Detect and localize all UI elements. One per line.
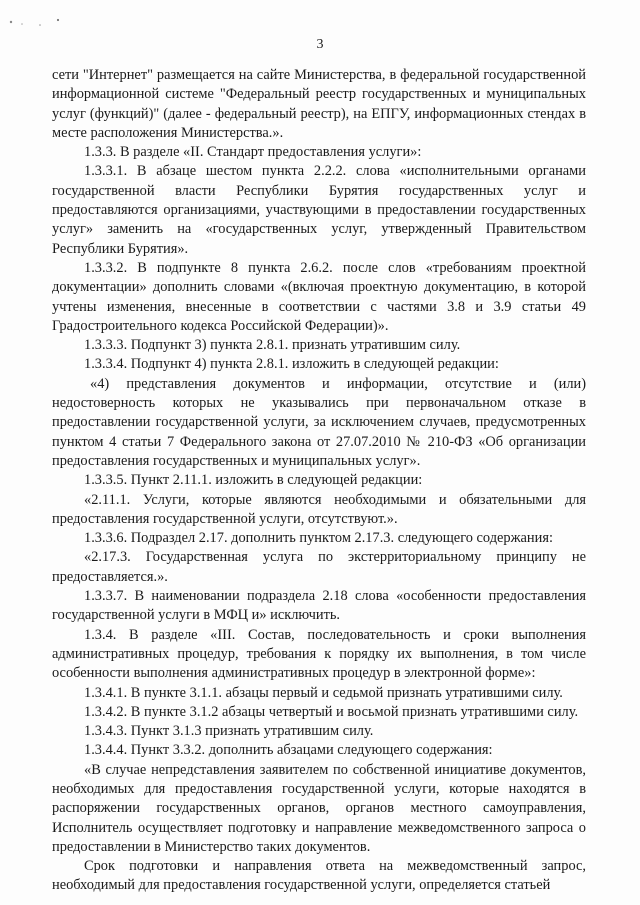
- page-number: 3: [316, 37, 324, 52]
- paragraph: 1.3.3.3. Подпункт 3) пункта 2.8.1. признать утратившим силу.: [84, 337, 461, 354]
- scan-specks: [8, 16, 68, 30]
- document-body: [52, 66, 586, 896]
- paragraph: 1.3.4.2. В пункте 3.1.2 абзацы четвертый и восьмой признать утратившими силу.: [84, 703, 579, 720]
- paragraph: «2.11.1. Услуги, которые являются необходимыми и обязательными для предоставления государственной услуги, отсутствуют.».: [52, 491, 586, 527]
- paragraph: 1.3.3.2. В подпункте 8 пункта 2.6.2. после слов «требованиям проектной документации» дополнить словами «(включая проектную документацию, в которой учтены изменения, внесенные в соответствии с частями 3.8 и 3.9 статьи 49 Градостроительного кодекса Российской Федерации)».: [52, 259, 586, 334]
- paragraph: «4) представления документов и информации, отсутствие и (или) недостоверность которых не указывались при первоначальном отказе в предоставлении государственной услуги, за исключением случаев, предусмотренных пунктом 4 статьи 7 Федерального закона от 27.07.2010 № 210-ФЗ «Об организации предоставления государственных и муниципальных услуг».: [52, 375, 586, 469]
- paragraph: 1.3.4. В разделе «III. Состав, последовательность и сроки выполнения административных процедур, требования к порядку их выполнения, в том числе особенности выполнения административных процедур в электронной форме»:: [52, 626, 586, 682]
- paragraph: Срок подготовки и направления ответа на межведомственный запрос, необходимый для предоставления государственной услуги, определяется статьей: [52, 858, 586, 894]
- paragraph: «2.17.3. Государственная услуга по экстерриториальному принципу не предоставляется.».: [52, 549, 586, 585]
- paragraph: 1.3.4.4. Пункт 3.3.2. дополнить абзацами следующего содержания:: [84, 742, 493, 759]
- paragraph: 1.3.3.1. В абзаце шестом пункта 2.2.2. слова «исполнительными органами государственной власти Республики Бурятия государственных услуг и предоставляются организациями, участвующими в предоставлении государственных услуг» заменить на «государственных услуг, утвержденный Правительством Республики Бурятия».: [52, 163, 586, 257]
- paragraph: 1.3.4.3. Пункт 3.1.3 признать утратившим силу.: [84, 723, 374, 740]
- paragraph: 1.3.3.7. В наименовании подраздела 2.18 слова «особенности предоставления государственной услуги в МФЦ и» исключить.: [52, 588, 586, 624]
- paragraph: 1.3.4.1. В пункте 3.1.1. абзацы первый и седьмой признать утратившими силу.: [84, 684, 563, 701]
- paragraph: сети "Интернет" размещается на сайте Министерства, в федеральной государственной информационной системе "Федеральный реестр государственных и муниципальных услуг (функций)" (далее - федеральный реестр), на ЕПГУ, информационных стендах в месте расположения Министерства.».: [52, 67, 586, 141]
- paragraph: 1.3.3.6. Подраздел 2.17. дополнить пунктом 2.17.3. следующего содержания:: [84, 530, 553, 547]
- paragraph: 1.3.3. В разделе «II. Стандарт предоставления услуги»:: [84, 144, 422, 161]
- paragraph: «В случае непредставления заявителем по собственной инициативе документов, необходимых для предоставления государственной услуги, которые находятся в распоряжении государственных органов, органов местного самоуправления, Исполнитель осуществляет подготовку и направление межведомственного запроса о предоставлении в Министерство таких документов.: [52, 761, 586, 855]
- paragraph: 1.3.3.4. Подпункт 4) пункта 2.8.1. изложить в следующей редакции:: [84, 356, 499, 373]
- paragraph: 1.3.3.5. Пункт 2.11.1. изложить в следующей редакции:: [84, 472, 423, 489]
